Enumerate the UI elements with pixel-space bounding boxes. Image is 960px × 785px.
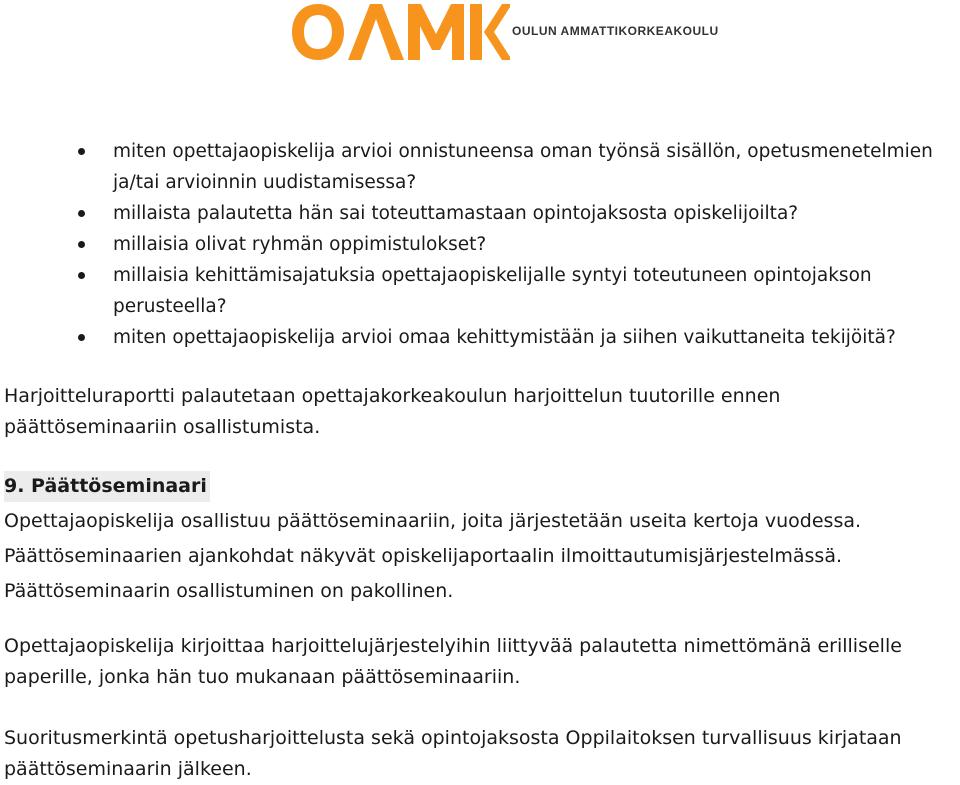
oamk-logo-mark <box>290 0 510 64</box>
list-item <box>0 322 960 353</box>
list-item-text: millaisia kehittämisajatuksia opettajaopiskelijalle syntyi toteutuneen opintojakson perusteella? <box>113 265 872 317</box>
body-paragraph: Suoritusmerkintä opetusharjoittelusta sekä opintojaksosta Oppilaitoksen turvallisuus kirjataan päättöseminaarin jälkeen. <box>4 727 902 780</box>
list-item-text: millaisia olivat ryhmän oppimistulokset? <box>113 234 487 255</box>
list-item <box>0 229 960 260</box>
section-heading: 9. Päättöseminaari <box>4 471 210 502</box>
bullet-icon <box>78 210 85 217</box>
bullet-icon <box>78 334 85 341</box>
list-item-text: miten opettajaopiskelija arvioi onnistuneensa oman työnsä sisällön, opetusmenetelmien ja/tai arvioinnin uudistamisessa? <box>113 141 933 193</box>
body-paragraph: Opettajaopiskelija osallistuu päättöseminaariin, joita järjestetään useita kertoja vuodessa. <box>4 510 862 532</box>
body-paragraph: Opettajaopiskelija kirjoittaa harjoittelujärjestelyihin liittyvää palautetta nimettömänä erilliselle paperille, jonka hän tuo mukanaan päättöseminaariin. <box>4 635 902 688</box>
oamk-logo <box>290 0 730 68</box>
list-item <box>0 260 960 322</box>
bullet-icon <box>78 241 85 248</box>
body-paragraph: Päättöseminaarien ajankohdat näkyvät opiskelijaportaalin ilmoittautumisjärjestelmässä. <box>4 545 843 567</box>
list-item <box>0 136 960 198</box>
question-list <box>0 136 960 353</box>
logo-wordmark: OULUN AMMATTIKORKEAKOULU <box>512 24 719 38</box>
list-item-text: miten opettajaopiskelija arvioi omaa kehittymistään ja siihen vaikuttaneita tekijöitä? <box>113 327 896 348</box>
body-paragraph: Päättöseminaarin osallistuminen on pakollinen. <box>4 580 454 602</box>
list-item <box>0 198 960 229</box>
report-paragraph: Harjoitteluraportti palautetaan opettajakorkeakoulun harjoittelun tuutorille ennen päättöseminaariin osallistumista. <box>4 385 781 438</box>
bullet-icon <box>78 272 85 279</box>
list-item-text: millaista palautetta hän sai toteuttamastaan opintojaksosta opiskelijoilta? <box>113 203 799 224</box>
bullet-icon <box>78 148 85 155</box>
